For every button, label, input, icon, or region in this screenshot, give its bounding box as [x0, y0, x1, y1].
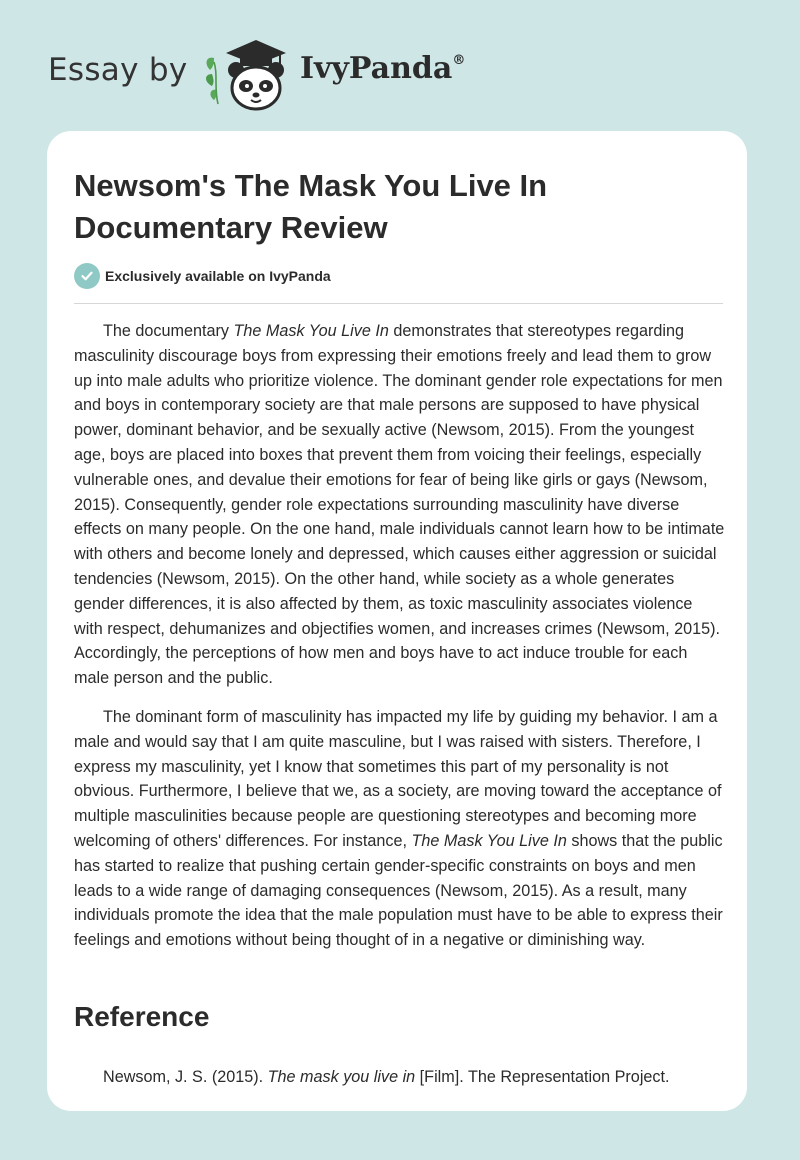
- check-circle-icon: [74, 263, 100, 289]
- paragraph-1: The documentary The Mask You Live In demonstrates that stereotypes regarding masculinity discourage boys from expressing their emotions freely and lead them to grow up into male adults who prioritize violence. The dominant gender role expectations for men and boys in contemporary society are that male persons are supposed to have physical power, dominant behavior, and be sexually active (Newsom, 2015). From the youngest age, boys are placed into boxes that prevent them from voicing their feelings, especially vulnerable ones, and devalue their emotions for fear of being like girls or gays (Newsom, 2015). Consequently, gender role expectations surrounding masculinity have diverse effects on many people. On the one hand, male individuals cannot learn how to be intimate with others and become lonely and depressed, which causes either aggression or suicidal tendencies (Newsom, 2015). On the other hand, while society as a whole generates gender differences, it is also affected by them, as toxic masculinity associates violence with respect, dehumanizes and objectifies women, and increases crimes (Newsom, 2015). Accordingly, the perceptions of how men and boys have to act induce trouble for each male person and the public.: [74, 322, 725, 688]
- essay-body: [74, 319, 725, 967]
- paragraph-2: The dominant form of masculinity has impacted my life by guiding my behavior. I am a male and would say that I am quite masculine, but I was raised with sisters. Therefore, I express my masculinity, yet I know that sometimes this part of my personality is not obvious. Furthermore, I believe that we, as a society, are moving toward the acceptance of multiple masculinities because people are questioning stereotypes and becoming more welcoming of others' differences. For instance, The Mask You Live In shows that the public has started to realize that pushing certain gender-specific constraints on boys and men leads to a wide range of damaging consequences (Newsom, 2015). As a result, many individuals promote the idea that the male population must have to be able to express their feelings and emotions without being thought of in a negative or diminishing way.: [74, 707, 723, 950]
- exclusive-badge: [74, 263, 331, 289]
- essay-card: [47, 131, 747, 1111]
- essay-title: Newsom's The Mask You Live In Documentary Review: [74, 168, 548, 245]
- reference-entry: Newsom, J. S. (2015). The mask you live in [Film]. The Representation Project.: [103, 1068, 670, 1086]
- divider: [74, 303, 723, 304]
- reference-heading: Reference: [74, 1001, 210, 1032]
- site-header: [48, 30, 508, 114]
- ivypanda-wordmark[interactable]: IvyPanda®: [300, 51, 466, 86]
- panda-graduate-logo-icon: [200, 34, 296, 114]
- essay-by-label: Essay by: [48, 52, 188, 88]
- exclusive-label: Exclusively available on IvyPanda: [105, 268, 331, 284]
